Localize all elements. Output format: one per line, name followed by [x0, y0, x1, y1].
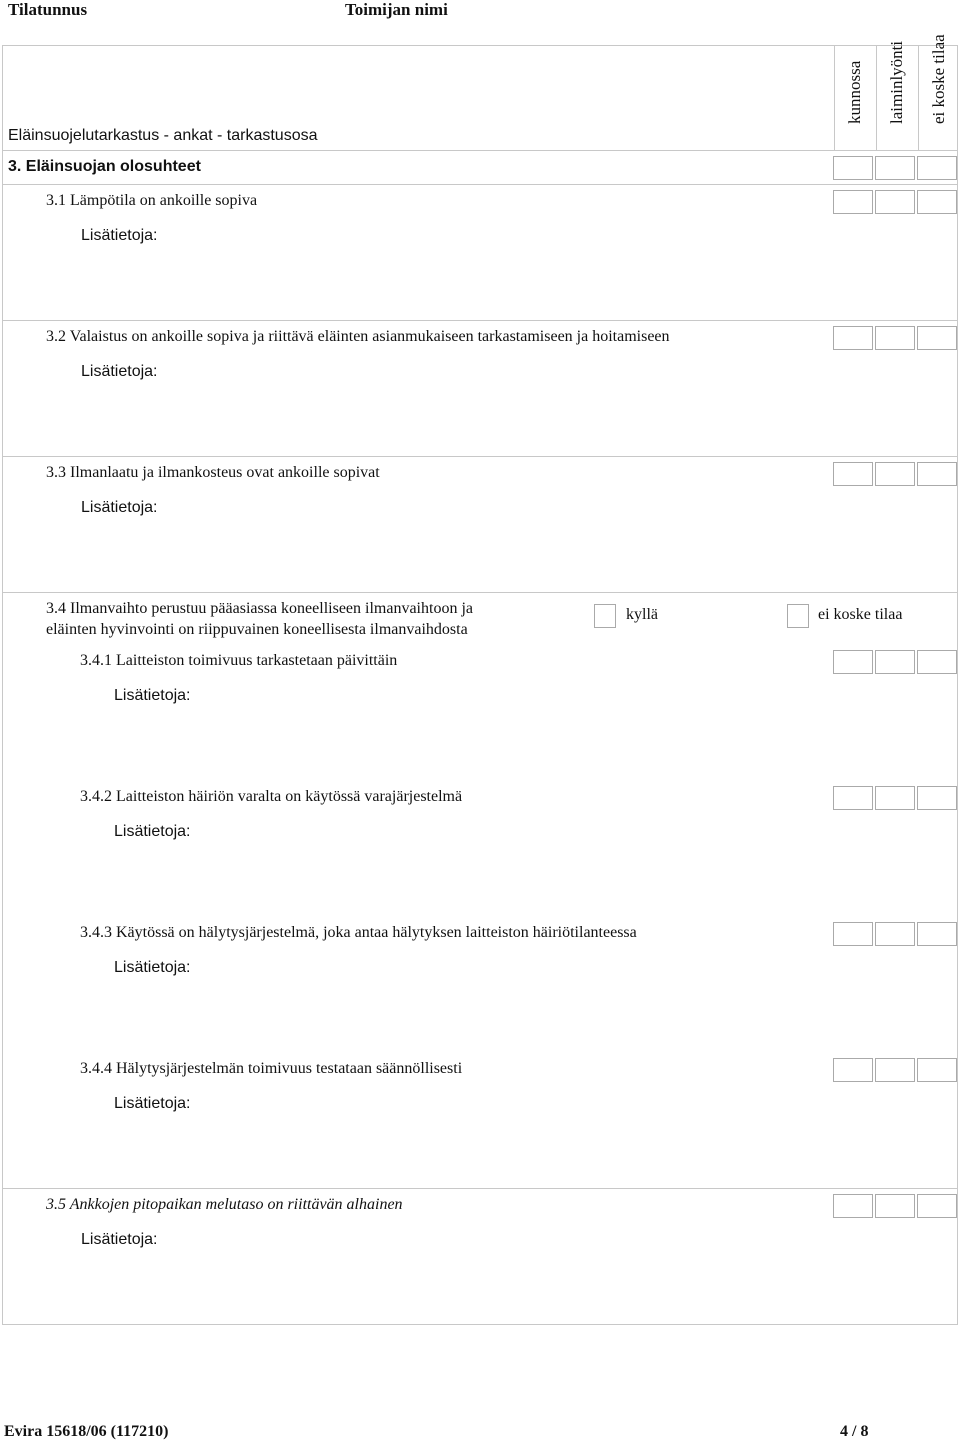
footer-page-number: 4 / 8 [840, 1423, 869, 1440]
item-3-5-checkboxes [833, 1194, 959, 1218]
item-3-3-laiminlyonti-checkbox[interactable] [875, 462, 915, 486]
item-3-1-ei-koske-checkbox[interactable] [917, 190, 957, 214]
item-3-4-kylla-label: kyllä [626, 606, 658, 623]
item-3-5-label: 3.5 Ankkojen pitopaikan melutaso on riittävän alhainen [46, 1196, 403, 1213]
item-3-3-label: 3.3 Ilmanlaatu ja ilmankosteus ovat ankoille sopivat [46, 464, 380, 481]
item-3-3-checkboxes [833, 462, 959, 486]
section-checkbox-row [833, 156, 959, 180]
item-3-1-laiminlyonti-checkbox[interactable] [875, 190, 915, 214]
divider [2, 320, 958, 321]
item-3-3-ei-koske-checkbox[interactable] [917, 462, 957, 486]
form-title: Eläinsuojelutarkastus - ankat - tarkastusosa [8, 127, 318, 144]
column-header-kunnossa [834, 46, 875, 150]
item-3-4-4-label: 3.4.4 Hälytysjärjestelmän toimivuus testataan säännöllisesti [80, 1060, 463, 1077]
item-3-2-kunnossa-checkbox[interactable] [833, 326, 873, 350]
item-3-5-kunnossa-checkbox[interactable] [833, 1194, 873, 1218]
item-3-2-info-label: Lisätietoja: [81, 363, 158, 380]
item-3-1-checkboxes [833, 190, 959, 214]
column-header-laiminlyonti [876, 40, 917, 150]
item-3-2-checkboxes [833, 326, 959, 350]
item-3-4-ei-koske-label: ei koske tilaa [818, 606, 903, 623]
item-3-4-4-ei-koske-checkbox[interactable] [917, 1058, 957, 1082]
column-label-ei-koske-tilaa: ei koske tilaa [929, 34, 948, 124]
item-3-2-ei-koske-checkbox[interactable] [917, 326, 957, 350]
item-3-1-kunnossa-checkbox[interactable] [833, 190, 873, 214]
tilatunnus-label: Tilatunnus [8, 0, 88, 19]
item-3-4-3-checkboxes [833, 922, 959, 946]
item-3-4-3-ei-koske-checkbox[interactable] [917, 922, 957, 946]
item-3-4-1-kunnossa-checkbox[interactable] [833, 650, 873, 674]
item-3-4-1-label: 3.4.1 Laitteiston toimivuus tarkastetaan päivittäin [80, 652, 398, 669]
item-3-4-3-kunnossa-checkbox[interactable] [833, 922, 873, 946]
item-3-4-1-laiminlyonti-checkbox[interactable] [875, 650, 915, 674]
item-3-2-laiminlyonti-checkbox[interactable] [875, 326, 915, 350]
column-label-laiminlyonti: laiminlyönti [887, 40, 906, 124]
item-3-5-info-label: Lisätietoja: [81, 1231, 158, 1248]
divider [2, 150, 958, 151]
item-3-4-1-info-label: Lisätietoja: [114, 687, 191, 704]
item-3-4-4-kunnossa-checkbox[interactable] [833, 1058, 873, 1082]
item-3-4-label-line2: eläinten hyvinvointi on riippuvainen koneellisesta ilmanvaihdosta [46, 621, 468, 638]
item-3-4-3-label: 3.4.3 Käytössä on hälytysjärjestelmä, joka antaa hälytyksen laitteiston häiriötilanteessa [80, 924, 637, 941]
item-3-4-kylla-checkbox[interactable] [594, 604, 616, 628]
item-3-4-2-info-label: Lisätietoja: [114, 823, 191, 840]
item-3-4-4-checkboxes [833, 1058, 959, 1082]
item-3-4-4-info-label: Lisätietoja: [114, 1095, 191, 1112]
toimijan-nimi-label: Toimijan nimi [345, 0, 448, 19]
item-3-3-info-label: Lisätietoja: [81, 499, 158, 516]
item-3-4-1-ei-koske-checkbox[interactable] [917, 650, 957, 674]
item-3-4-label-line1: 3.4 Ilmanvaihto perustuu pääasiassa koneelliseen ilmanvaihtoon ja [46, 600, 473, 617]
item-3-4-4-laiminlyonti-checkbox[interactable] [875, 1058, 915, 1082]
section-ei-koske-checkbox[interactable] [917, 156, 957, 180]
divider [2, 1188, 958, 1189]
divider [2, 184, 958, 185]
item-3-3-kunnossa-checkbox[interactable] [833, 462, 873, 486]
item-3-4-1-checkboxes [833, 650, 959, 674]
item-3-4-3-info-label: Lisätietoja: [114, 959, 191, 976]
section-title: 3. Eläinsuojan olosuhteet [8, 158, 201, 175]
item-3-2-label: 3.2 Valaistus on ankoille sopiva ja riittävä eläinten asianmukaiseen tarkastamiseen ja hoitamiseen [46, 328, 670, 345]
item-3-4-2-label: 3.4.2 Laitteiston häiriön varalta on käytössä varajärjestelmä [80, 788, 463, 805]
divider [2, 592, 958, 593]
item-3-1-info-label: Lisätietoja: [81, 227, 158, 244]
section-laiminlyonti-checkbox[interactable] [875, 156, 915, 180]
item-3-5-ei-koske-checkbox[interactable] [917, 1194, 957, 1218]
item-3-4-2-checkboxes [833, 786, 959, 810]
item-3-1-label: 3.1 Lämpötila on ankoille sopiva [46, 192, 258, 209]
item-3-5-laiminlyonti-checkbox[interactable] [875, 1194, 915, 1218]
section-kunnossa-checkbox[interactable] [833, 156, 873, 180]
item-3-4-ei-koske-checkbox[interactable] [787, 604, 809, 628]
item-3-4-2-kunnossa-checkbox[interactable] [833, 786, 873, 810]
item-3-4-3-laiminlyonti-checkbox[interactable] [875, 922, 915, 946]
column-header-ei-koske-tilaa [918, 34, 959, 150]
column-label-kunnossa: kunnossa [845, 60, 864, 124]
footer-doc-id: Evira 15618/06 (117210) [4, 1423, 169, 1440]
divider [2, 456, 958, 457]
item-3-4-2-laiminlyonti-checkbox[interactable] [875, 786, 915, 810]
item-3-4-2-ei-koske-checkbox[interactable] [917, 786, 957, 810]
